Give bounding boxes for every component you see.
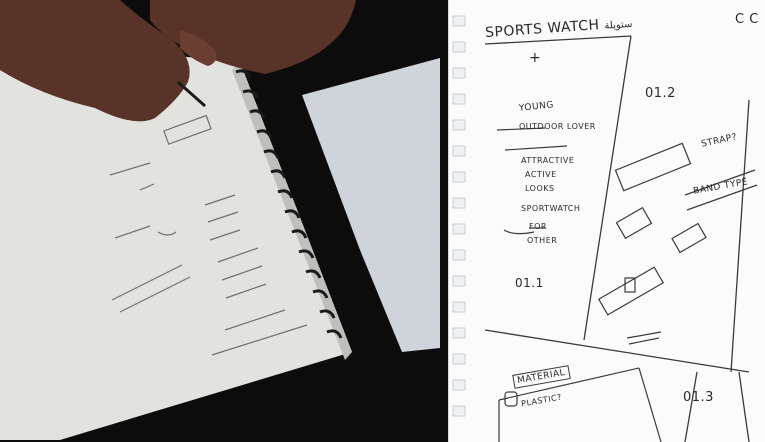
- note-plastic: PLASTIC?: [520, 392, 563, 409]
- sketch-page-drawing: [449, 0, 765, 442]
- binding-holes: [453, 16, 465, 416]
- sketch-page-scan: [448, 0, 765, 442]
- list-item-other: OTHER: [527, 236, 558, 245]
- note-band-type: BAND TYPE: [692, 177, 749, 197]
- list-item-sportwatch: SPORTWATCH: [521, 204, 581, 213]
- section-label-01-1: 01.1: [515, 276, 544, 290]
- section-label-01-3: 01.3: [683, 390, 714, 405]
- corner-letters: C C: [735, 12, 759, 27]
- list-item-for: FOR: [529, 222, 547, 231]
- sketch-title-suffix: ستويلة: [604, 18, 633, 32]
- list-item-outdoor-lover: OUTDOOR LOVER: [519, 122, 596, 131]
- note-material: MATERIAL: [512, 365, 570, 389]
- formula-plus: +: [529, 50, 542, 66]
- list-item-active: ACTIVE: [525, 170, 557, 179]
- sketch-title-text: SPORTS WATCH: [484, 17, 601, 42]
- section-label-01-2: 01.2: [645, 86, 676, 101]
- list-item-young: YOUNG: [518, 100, 555, 114]
- note-strap: STRAP?: [700, 132, 739, 150]
- list-item-attractive: ATTRACTIVE: [521, 156, 575, 165]
- list-item-looks: LOOKS: [525, 184, 555, 193]
